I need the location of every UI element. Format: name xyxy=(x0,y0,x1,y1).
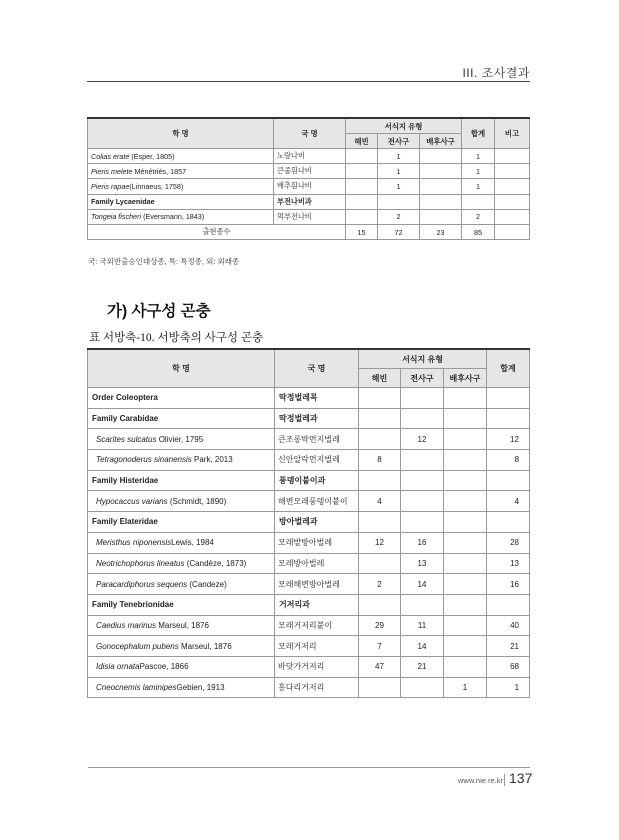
cell-backdune xyxy=(444,553,487,574)
footer-separator xyxy=(504,774,505,786)
col-backdune: 배후사구 xyxy=(444,369,487,388)
cell-backdune: 1 xyxy=(444,677,487,698)
cell-total: 68 xyxy=(487,656,530,677)
page-number: 137 xyxy=(509,770,533,786)
table-row xyxy=(88,429,530,450)
table-row xyxy=(88,164,530,179)
cell-backdune xyxy=(420,164,462,179)
cell-foredune: 12 xyxy=(401,429,444,450)
header-rule xyxy=(87,81,530,82)
cell-foredune: 1 xyxy=(378,164,420,179)
col-total: 합계 xyxy=(462,118,495,149)
cell-backdune xyxy=(444,636,487,657)
cell-beach xyxy=(346,209,378,224)
cell-total: 4 xyxy=(487,491,530,512)
korean-name: 모래해변방아벌레 xyxy=(275,574,359,595)
korean-family-name: 딱정벌레과 xyxy=(275,408,359,429)
cell-foredune xyxy=(401,450,444,471)
summary-total: 85 xyxy=(462,224,495,239)
col-kor-name: 국 명 xyxy=(274,118,346,149)
korean-family-name: 풍뎅이붙이과 xyxy=(275,470,359,491)
table-row xyxy=(88,532,530,553)
summary-foredune: 72 xyxy=(378,224,420,239)
cell-foredune: 14 xyxy=(401,574,444,595)
col-backdune: 배후사구 xyxy=(420,134,462,149)
cell-backdune xyxy=(420,149,462,164)
scientific-name: Colias erate xyxy=(91,151,130,161)
cell-note xyxy=(495,164,530,179)
korean-name: 신안알락먼지벌레 xyxy=(275,450,359,471)
cell-beach: 4 xyxy=(359,491,401,512)
cell-backdune xyxy=(444,532,487,553)
summary-note xyxy=(495,224,530,239)
korean-name: 큰줄흰나비 xyxy=(274,164,346,179)
author: Marseul, 1876 xyxy=(178,641,232,651)
scientific-name: Pieris rapae xyxy=(91,181,130,191)
family-row xyxy=(88,594,530,615)
col-beach: 해빈 xyxy=(346,134,378,149)
cell-total: 8 xyxy=(487,450,530,471)
summary-row xyxy=(88,224,530,239)
author: (Candeze) xyxy=(187,579,227,589)
cell-backdune xyxy=(420,179,462,194)
family-name: Family Lycaenidae xyxy=(88,194,274,209)
cell-total: 1 xyxy=(462,164,495,179)
cell-foredune: 14 xyxy=(401,636,444,657)
scientific-name: Tetragonoderus sinanensis xyxy=(96,455,192,465)
author: Pascoe, 1866 xyxy=(139,662,189,672)
cell-foredune xyxy=(401,677,444,698)
table-row xyxy=(88,553,530,574)
author: (Schmidt, 1890) xyxy=(167,496,227,506)
summary-label: 출현종수 xyxy=(88,224,346,239)
table-row xyxy=(88,574,530,595)
table-2 xyxy=(87,348,530,698)
author: Ménétriès, 1857 xyxy=(132,166,187,176)
col-habitat: 서식지 유형 xyxy=(359,349,487,369)
korean-name: 홍다리거저리 xyxy=(275,677,359,698)
col-habitat: 서식지 유형 xyxy=(346,118,462,134)
cell-beach xyxy=(346,164,378,179)
cell-beach: 7 xyxy=(359,636,401,657)
korean-name: 모래방아벌레 xyxy=(275,553,359,574)
col-note: 비고 xyxy=(495,118,530,149)
footer-rule xyxy=(88,767,530,768)
family-row xyxy=(88,470,530,491)
family-name: Family Histeridae xyxy=(88,470,275,491)
cell-total: 21 xyxy=(487,636,530,657)
cell-note xyxy=(495,179,530,194)
author: Olivier, 1795 xyxy=(156,434,204,444)
korean-family-name: 부전나비과 xyxy=(274,194,346,209)
cell-backdune xyxy=(444,429,487,450)
cell-note xyxy=(495,149,530,164)
cell-foredune: 11 xyxy=(401,615,444,636)
scientific-name: Scarites sulcatus xyxy=(96,434,157,444)
cell-backdune xyxy=(444,656,487,677)
summary-backdune: 23 xyxy=(420,224,462,239)
family-row xyxy=(88,408,530,429)
col-foredune: 전사구 xyxy=(401,369,444,388)
col-sci-name: 학 명 xyxy=(88,118,274,149)
family-row xyxy=(88,512,530,533)
cell-beach: 29 xyxy=(359,615,401,636)
scientific-name: Paracardiphorus sequens xyxy=(96,579,188,589)
korean-name: 배추흰나비 xyxy=(274,179,346,194)
family-name: Family Carabidae xyxy=(88,408,275,429)
korean-name: 먹부전나비 xyxy=(274,209,346,224)
table-row xyxy=(88,209,530,224)
korean-name: 모래밭방아벌레 xyxy=(275,532,359,553)
cell-total: 12 xyxy=(487,429,530,450)
scientific-name: Pieris melete xyxy=(91,166,133,176)
cell-foredune: 1 xyxy=(378,179,420,194)
family-name: Family Elateridae xyxy=(88,512,275,533)
cell-backdune xyxy=(444,450,487,471)
section-title: 가) 사구성 곤충 xyxy=(107,303,211,320)
summary-beach: 15 xyxy=(346,224,378,239)
col-total: 합계 xyxy=(487,349,530,388)
running-header: III. 조사결과 xyxy=(462,66,530,80)
cell-beach: 12 xyxy=(359,532,401,553)
korean-name: 모래거저리붙이 xyxy=(275,615,359,636)
table-row xyxy=(88,149,530,164)
korean-name: 모래거저리 xyxy=(275,636,359,657)
cell-total: 13 xyxy=(487,553,530,574)
korean-name: 노랑나비 xyxy=(274,149,346,164)
cell-beach: 8 xyxy=(359,450,401,471)
cell-note xyxy=(495,209,530,224)
cell-beach xyxy=(346,179,378,194)
scientific-name: Meristhus niponensis xyxy=(96,538,172,548)
table-row xyxy=(88,636,530,657)
korean-family-name: 거저리과 xyxy=(275,594,359,615)
table-row xyxy=(88,615,530,636)
table-row xyxy=(88,677,530,698)
cell-total: 1 xyxy=(462,149,495,164)
scientific-name: Hypocaccus varians xyxy=(96,496,168,506)
family-row xyxy=(88,194,530,209)
order-name: Order Coleoptera xyxy=(88,388,275,409)
author: Marseul, 1876 xyxy=(156,620,209,630)
cell-foredune: 13 xyxy=(401,553,444,574)
author: (Linnaeus, 1758) xyxy=(129,181,184,191)
family-row xyxy=(88,388,530,409)
author: (Eversmann, 1843) xyxy=(141,212,205,222)
korean-family-name: 방아벌레과 xyxy=(275,512,359,533)
author: (Esper, 1805) xyxy=(129,151,175,161)
author: Gebien, 1913 xyxy=(176,682,225,692)
family-name: Family Tenebrionidae xyxy=(88,594,275,615)
scientific-name: Gonocephalum pubens xyxy=(96,641,179,651)
cell-total: 1 xyxy=(462,179,495,194)
table-row xyxy=(88,656,530,677)
cell-beach xyxy=(359,429,401,450)
author: (Candèze, 1873) xyxy=(184,558,247,568)
cell-foredune: 1 xyxy=(378,149,420,164)
cell-total: 40 xyxy=(487,615,530,636)
author: Lewis, 1984 xyxy=(171,538,214,548)
scientific-name: Cneocnemis laminipes xyxy=(96,682,177,692)
scientific-name: Caedius marinus xyxy=(96,620,157,630)
table-caption: 표 서방축-10. 서방축의 사구성 곤충 xyxy=(89,332,264,344)
col-sci-name: 학 명 xyxy=(88,349,275,388)
cell-beach: 47 xyxy=(359,656,401,677)
col-beach: 해빈 xyxy=(359,369,401,388)
table-1 xyxy=(87,117,530,240)
table-row xyxy=(88,450,530,471)
footer-url: www.nie.re.kr xyxy=(458,776,504,785)
cell-foredune: 2 xyxy=(378,209,420,224)
cell-foredune: 21 xyxy=(401,656,444,677)
col-foredune: 전사구 xyxy=(378,134,420,149)
cell-backdune xyxy=(420,209,462,224)
cell-backdune xyxy=(444,574,487,595)
scientific-name: Neotrichophorus lineatus xyxy=(96,558,185,568)
col-kor-name: 국 명 xyxy=(275,349,359,388)
cell-beach xyxy=(359,553,401,574)
cell-backdune xyxy=(444,615,487,636)
scientific-name: Tongeia fischeri xyxy=(91,212,142,222)
cell-total: 16 xyxy=(487,574,530,595)
cell-foredune xyxy=(401,491,444,512)
cell-foredune: 16 xyxy=(401,532,444,553)
scientific-name: Idisia ornata xyxy=(96,662,140,672)
cell-backdune xyxy=(444,491,487,512)
cell-total: 1 xyxy=(487,677,530,698)
korean-family-name: 딱정벌레목 xyxy=(275,388,359,409)
cell-beach xyxy=(359,677,401,698)
cell-total: 2 xyxy=(462,209,495,224)
cell-beach: 2 xyxy=(359,574,401,595)
cell-beach xyxy=(346,149,378,164)
table-footnote: 국: 국외반출승인대상종, 특: 특정종, 외: 외래종 xyxy=(88,257,240,266)
author: Park, 2013 xyxy=(191,455,233,465)
table-row xyxy=(88,179,530,194)
korean-name: 바닷가거저리 xyxy=(275,656,359,677)
korean-name: 큰조롱박먼지벌레 xyxy=(275,429,359,450)
korean-name: 해변모래풍뎅이붙이 xyxy=(275,491,359,512)
table-row xyxy=(88,491,530,512)
cell-total: 28 xyxy=(487,532,530,553)
